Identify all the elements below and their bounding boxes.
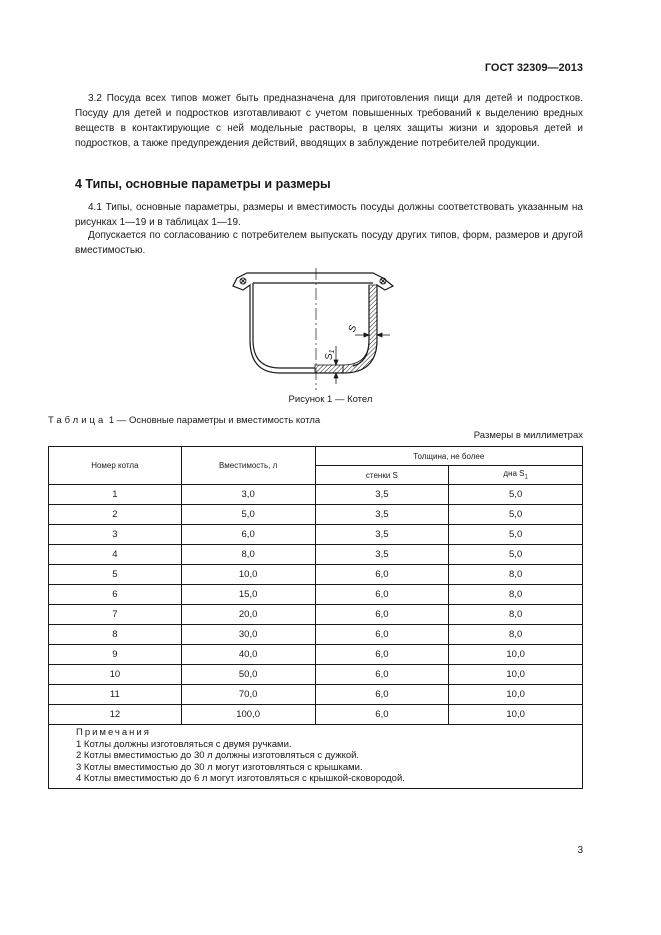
- cell-wall: 3,5: [315, 505, 449, 525]
- section-heading: 4 Типы, основные параметры и размеры: [75, 177, 331, 191]
- table-row: [49, 525, 583, 545]
- cell-bottom: 10,0: [449, 705, 583, 725]
- table-notes: [49, 725, 583, 789]
- table-row: [49, 505, 583, 525]
- cell-number: 10: [49, 665, 182, 685]
- dimension-lines: [334, 333, 390, 384]
- cell-bottom: 5,0: [449, 485, 583, 505]
- label-s: S: [346, 323, 360, 334]
- table-row: [49, 585, 583, 605]
- header-capacity: Вместимость, л: [181, 447, 315, 485]
- cell-wall: 6,0: [315, 645, 449, 665]
- bottom-section-hatch: [315, 365, 343, 373]
- cell-number: 7: [49, 605, 182, 625]
- cell-number: 11: [49, 685, 182, 705]
- cell-wall: 6,0: [315, 705, 449, 725]
- cell-wall: 3,5: [315, 545, 449, 565]
- paragraph-3-2: 3.2 Посуда всех типов может быть предназначена для приготовления пищи для детей и подростков. Посуду для детей и подростков изготавливают с учетом повышенных требований к выделению вредных веществ в контактирующие с ней модельные растворы, в целях защиты жизни и здоровья детей и подростков, а также предупреждения действий, вводящих в заблуждение потребителей продукции.: [75, 93, 583, 149]
- table-row: [49, 645, 583, 665]
- cell-number: 2: [49, 505, 182, 525]
- cell-number: 12: [49, 705, 182, 725]
- table-row: [49, 685, 583, 705]
- notes-title: Примечания: [76, 727, 151, 738]
- label-s1: $S_1$: [324, 349, 336, 360]
- table-caption-label: Таблица: [48, 415, 107, 426]
- note-2: 2 Котлы вместимостью до 30 л должны изготовляться с дужкой.: [76, 750, 360, 761]
- table-row: [49, 485, 583, 505]
- cell-number: 1: [49, 485, 182, 505]
- cell-bottom: 5,0: [449, 505, 583, 525]
- header-thickness: Толщина, не более: [315, 447, 582, 466]
- table-body: [49, 485, 583, 725]
- cell-capacity: 6,0: [181, 525, 315, 545]
- cell-wall: 3,5: [315, 525, 449, 545]
- header-number: Номер котла: [49, 447, 182, 485]
- cell-capacity: 10,0: [181, 565, 315, 585]
- table-units: Размеры в миллиметрах: [473, 430, 583, 441]
- cell-bottom: 5,0: [449, 545, 583, 565]
- paragraph-4-1: 4.1 Типы, основные параметры, размеры и вместимость посуды должны соответствовать указанным на рисунках 1—19 и в таблицах 1—19.: [75, 202, 583, 228]
- cell-bottom: 10,0: [449, 645, 583, 665]
- kettle-figure: [225, 268, 435, 390]
- cell-capacity: 20,0: [181, 605, 315, 625]
- standard-number: ГОСТ 32309—2013: [484, 62, 583, 74]
- cell-number: 6: [49, 585, 182, 605]
- cell-bottom: 5,0: [449, 525, 583, 545]
- header-bottom-sub: 1: [524, 474, 528, 481]
- table-row: [49, 625, 583, 645]
- header-bottom: [449, 466, 583, 485]
- figure-caption: Рисунок 1 — Котел: [288, 394, 373, 405]
- table-row: [49, 705, 583, 725]
- paragraph-4-1-note: Допускается по согласованию с потребителем выпускать посуду других типов, форм, размеров и другой вместимостью.: [75, 230, 583, 256]
- cell-wall: 6,0: [315, 625, 449, 645]
- cell-bottom: 10,0: [449, 685, 583, 705]
- table-row: [49, 665, 583, 685]
- note-4: 4 Котлы вместимостью до 6 л могут изготовляться с крышкой-сковородой.: [76, 773, 405, 784]
- header-bottom-label: дна S: [503, 469, 525, 479]
- cell-capacity: 3,0: [181, 485, 315, 505]
- table-row: [49, 605, 583, 625]
- note-1: 1 Котлы должны изготовляться с двумя ручками.: [76, 738, 292, 750]
- cell-bottom: 8,0: [449, 625, 583, 645]
- cell-bottom: 8,0: [449, 585, 583, 605]
- cell-wall: 6,0: [315, 565, 449, 585]
- cell-number: 4: [49, 545, 182, 565]
- cell-capacity: 30,0: [181, 625, 315, 645]
- table-caption: [48, 415, 320, 426]
- cell-wall: 6,0: [315, 585, 449, 605]
- cell-capacity: 8,0: [181, 545, 315, 565]
- cell-wall: 6,0: [315, 665, 449, 685]
- cell-number: 5: [49, 565, 182, 585]
- cell-number: 3: [49, 525, 182, 545]
- table-row: [49, 565, 583, 585]
- cell-wall: 6,0: [315, 685, 449, 705]
- table-row: [49, 545, 583, 565]
- note-3: 3 Котлы вместимостью до 30 л могут изготовляться с крышками.: [76, 761, 363, 773]
- cell-bottom: 10,0: [449, 665, 583, 685]
- cell-wall: 3,5: [315, 485, 449, 505]
- cell-bottom: 8,0: [449, 565, 583, 585]
- cell-bottom: 8,0: [449, 605, 583, 625]
- table-caption-text: 1 — Основные параметры и вместимость котла: [106, 415, 321, 426]
- cell-capacity: 50,0: [181, 665, 315, 685]
- cell-capacity: 40,0: [181, 645, 315, 665]
- header-wall: стенки S: [315, 466, 449, 485]
- page-number: 3: [577, 845, 583, 856]
- cell-number: 8: [49, 625, 182, 645]
- kettle-parameters-table: [48, 446, 583, 789]
- cell-wall: 6,0: [315, 605, 449, 625]
- cell-number: 9: [49, 645, 182, 665]
- cell-capacity: 15,0: [181, 585, 315, 605]
- cell-capacity: 70,0: [181, 685, 315, 705]
- cell-capacity: 100,0: [181, 705, 315, 725]
- cell-capacity: 5,0: [181, 505, 315, 525]
